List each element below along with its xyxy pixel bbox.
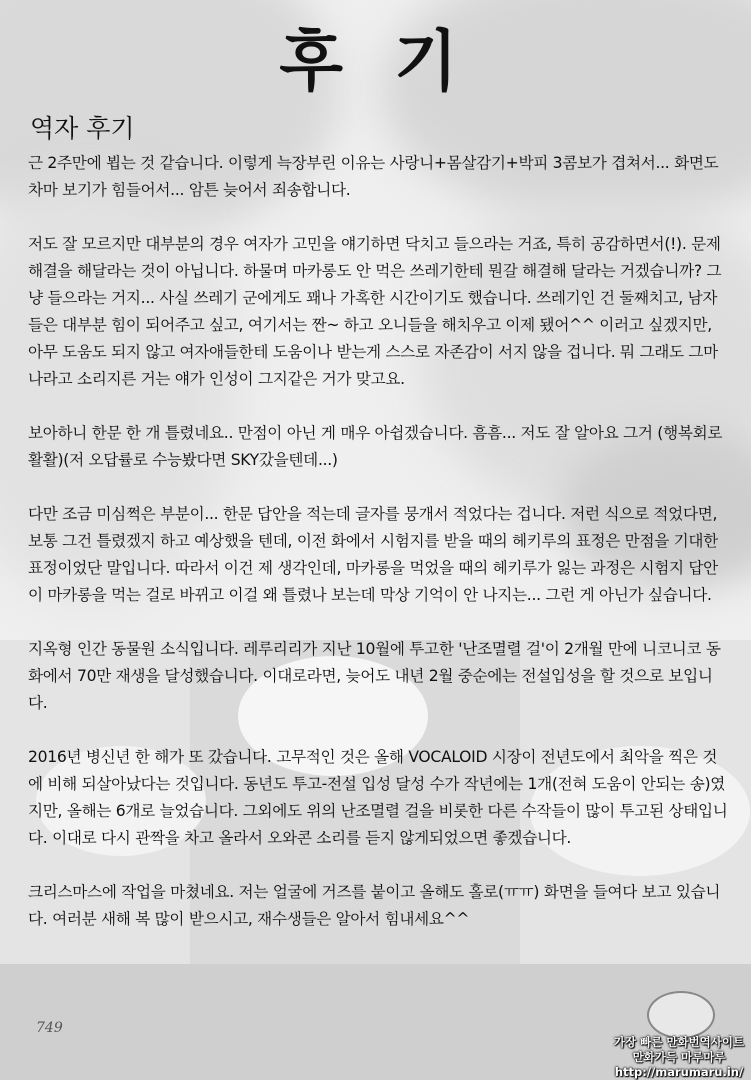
badge-line: 가장 빠른 만화번역사이트 [613,1035,745,1049]
badge-line: 만화가득 마루마루 [632,1050,726,1064]
paragraph: 크리스마스에 작업을 마쳤네요. 저는 얼굴에 거즈를 붙이고 올해도 홀로(ㅠㅠ) 화면을 들여다 보고 있습니다. 여러분 새해 복 많이 받으시고, 재수생들은 알아서 힘내세요^^ [28,883,721,928]
mascot-icon [647,991,715,1039]
paragraph: 다만 조금 미심쩍은 부분이... 한문 답안을 적는데 글자를 뭉개서 적었다는 겁니다. 저런 식으로 적었다면, 보통 그건 틀렸겠지 하고 예상했을 텐데, 이전 화에서 시험지를 받을 때의 헤키루의 표정은 만점을 기대한 표정이었단 말입니다. 따라서 이건 제 생각인데, 마카롱을 먹었을 때의 헤키루가 잃는 과정은 시험지 답안이 마카롱을 먹는 걸로 바뀌고 이걸 왜 틀렸나 보는데 막상 기억이 안 나지는... 그런 게 아닌가 싶습니다. [28,505,718,604]
afterword-body [28,150,728,960]
paragraph: 근 2주만에 뵙는 것 같습니다. 이렇게 늑장부린 이유는 사랑니+몸살감기+박피 3콤보가 겹쳐서... 화면도 차마 보기가 힘들어서... 암튼 늦어서 죄송합니다. [28,154,719,199]
page-number: 749 [36,1020,63,1036]
paragraph: 보아하니 한문 한 개 틀렸네요.. 만점이 아닌 게 매우 아쉽겠습니다. 흠흠... 저도 잘 알아요 그거 (행복회로 활활)(저 오답률로 수능봤다면 SKY갔을텐데...) [28,424,723,469]
badge-url: http://marumaru.in/ [614,1065,744,1079]
section-heading: 역자 후기 [30,114,135,143]
paragraph: 저도 잘 모르지만 대부분의 경우 여자가 고민을 얘기하면 닥치고 들으라는 거죠, 특히 공감하면서(!). 문제해결을 해달라는 것이 아닙니다. 하물며 마카롱도 안 먹은 쓰레기한테 뭔갈 해결해 달라는 거겠습니까? 그냥 들으라는 거지... 사실 쓰레기 군에게도 꽤나 가혹한 시간이기도 했습니다. 쓰레기인 건 둘째치고, 남자들은 대부분 힘이 되어주고 싶고, 여기서는 짠~ 하고 오니들을 해치우고 이제 됐어^^ 이러고 싶겠지만, 아무 도움도 되지 않고 여자애들한테 도움이나 받는게 스스로 자존감이 서지 않을 겁니다. 뭐 그래도 그마나라고 소리지른 거는 얘가 인성이 그지같은 거가 맞고요. [28,235,722,388]
site-watermark-badge [609,975,749,1079]
paragraph: 2016년 병신년 한 해가 또 갔습니다. 고무적인 것은 올해 VOCALOID 시장이 전년도에서 최악을 찍은 것에 비해 되살아났다는 것입니다. 동년도 투고-전설 입성 달성 수가 작년에는 1개(전혀 도움이 안되는 송)였지만, 올해는 6개로 늘었습니다. 그외에도 위의 난조멸렬 걸을 비롯한 다른 수작들이 많이 투고된 상태입니다. 이대로 다시 관짝을 차고 올라서 오와콘 소리를 듣지 않게되었으면 좋겠습니다. [28,748,728,847]
paragraph: 지옥형 인간 동물원 소식입니다. 레루리리가 지난 10월에 투고한 '난조멸렬 걸'이 2개월 만에 니코니코 동화에서 70만 재생을 달성했습니다. 이대로라면, 늦어도 내년 2월 중순에는 전설입성을 할 것으로 보입니다. [28,640,721,712]
page-title: 후 기 [279,23,472,100]
